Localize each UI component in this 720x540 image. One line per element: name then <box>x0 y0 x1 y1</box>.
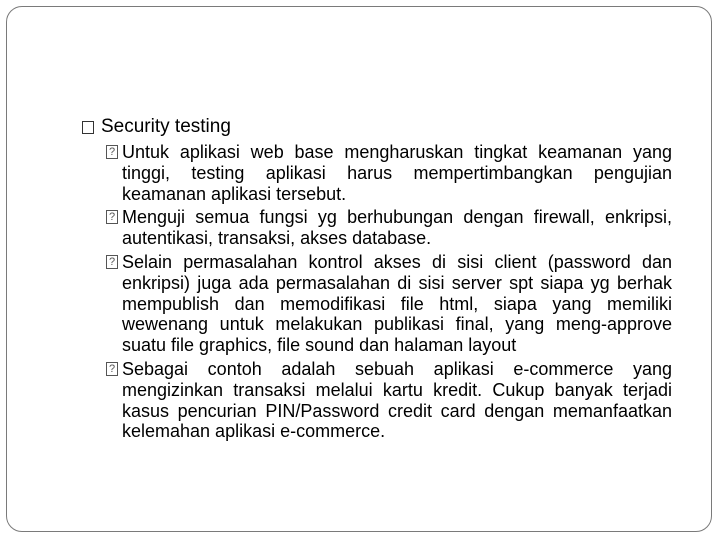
sub-bullet-text: Selain permasalahan kontrol akses di sisi client (password dan enkripsi) juga ada permasalahan di sisi server spt siapa yg berhak mempublish dan memodifikasi file html, siapa yang memiliki wewenang untuk melakukan publikasi final, yang meng-approve suatu file graphics, file sound dan halaman layout <box>122 251 672 356</box>
sub-bullet-item <box>106 359 672 442</box>
missing-glyph-bullet-icon <box>106 145 118 159</box>
slide-content <box>82 116 672 445</box>
sub-bullet-list <box>82 142 672 442</box>
box-bullet-icon <box>82 121 94 134</box>
missing-glyph-bullet-icon <box>106 210 118 224</box>
sub-bullet-text: Menguji semua fungsi yg berhubungan dengan firewall, enkripsi, autentikasi, transaksi, akses database. <box>122 207 672 249</box>
sub-bullet-text: Sebagai contoh adalah sebuah aplikasi e-commerce yang mengizinkan transaksi melalui kartu kredit. Cukup banyak terjadi kasus pencurian PIN/Password credit card dengan memanfaatkan kelemahan aplikasi e-commerce. <box>122 358 672 442</box>
main-bullet <box>82 116 672 138</box>
missing-glyph-bullet-icon <box>106 255 118 269</box>
sub-bullet-item <box>106 252 672 356</box>
sub-bullet-text: Untuk aplikasi web base mengharuskan tingkat keamanan yang tinggi, testing aplikasi harus mempertimbangkan pengujian keamanan aplikasi tersebut. <box>122 142 672 204</box>
sub-bullet-item <box>106 142 672 204</box>
sub-bullet-item <box>106 207 672 249</box>
missing-glyph-bullet-icon <box>106 362 118 376</box>
slide-heading: Security testing <box>101 116 231 137</box>
